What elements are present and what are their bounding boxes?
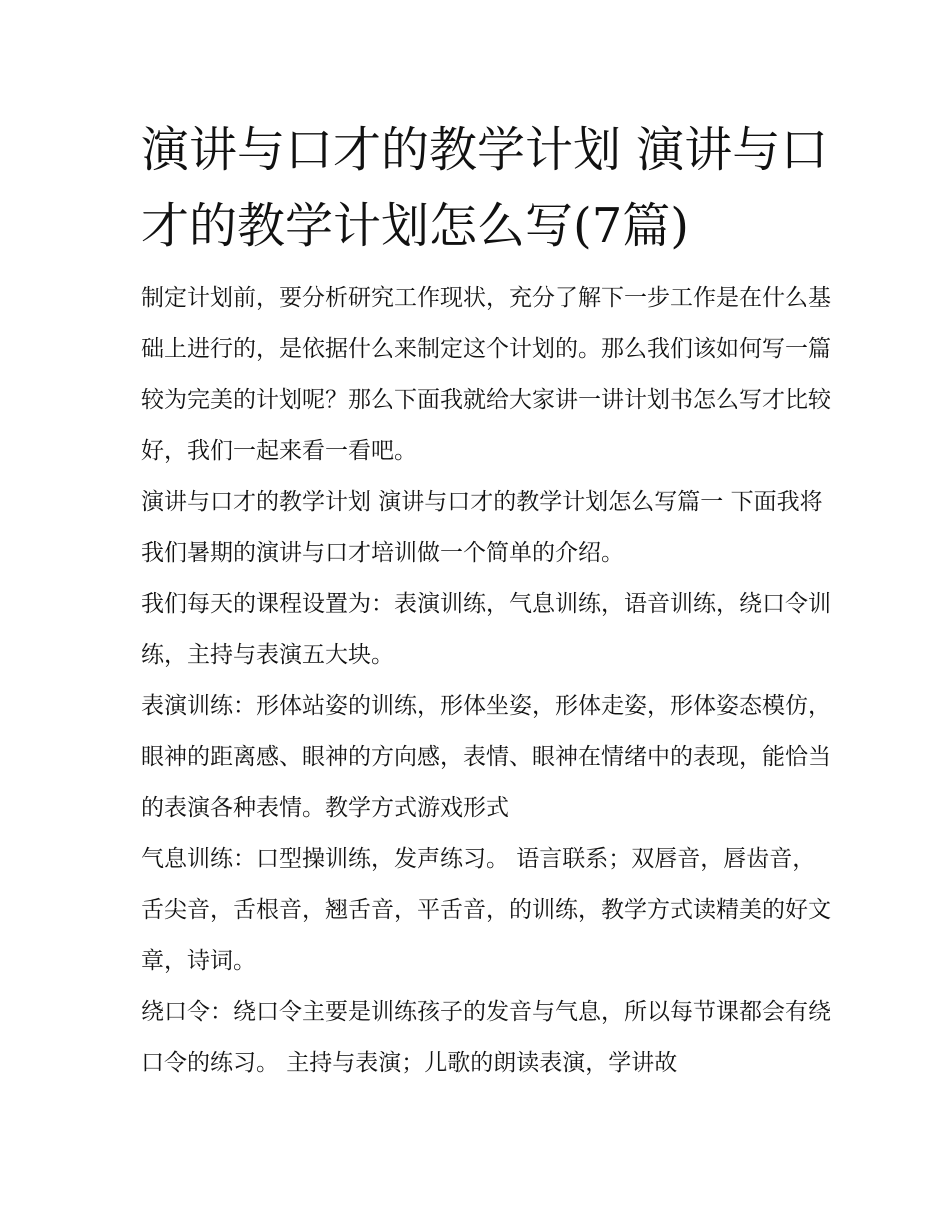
paragraph-breath-training: 气息训练：口型操训练，发声练习。 语言联系；双唇音，唇齿音，舌尖音，舌根音，翘舌音，平舌音，的训练，教学方式读精美的好文章，诗词。: [141, 846, 831, 974]
document-title: 演讲与口才的教学计划 演讲与口才的教学计划怎么写(7篇): [141, 122, 829, 254]
paragraph-section-one-intro: 演讲与口才的教学计划 演讲与口才的教学计划怎么写篇一 下面我将我们暑期的演讲与口才培训做一个简单的介绍。: [141, 489, 823, 566]
document-body: [141, 273, 831, 1089]
paragraph-tongue-twister: 绕口令：绕口令主要是训练孩子的发音与气息，所以每节课都会有绕口令的练习。 主持与表演；儿歌的朗读表演，学讲故: [141, 999, 831, 1076]
paragraph-intro: 制定计划前，要分析研究工作现状，充分了解下一步工作是在什么基础上进行的，是依据什么来制定这个计划的。那么我们该如何写一篇较为完美的计划呢？那么下面我就给大家讲一讲计划书怎么写才比较好，我们一起来看一看吧。: [141, 285, 831, 464]
paragraph-performance-training: 表演训练：形体站姿的训练，形体坐姿，形体走姿，形体姿态模仿，眼神的距离感、眼神的方向感，表情、眼神在情绪中的表现，能恰当的表演各种表情。教学方式游戏形式: [141, 693, 831, 821]
paragraph-course-settings: 我们每天的课程设置为：表演训练，气息训练，语音训练，绕口令训练，主持与表演五大块。: [141, 591, 831, 668]
